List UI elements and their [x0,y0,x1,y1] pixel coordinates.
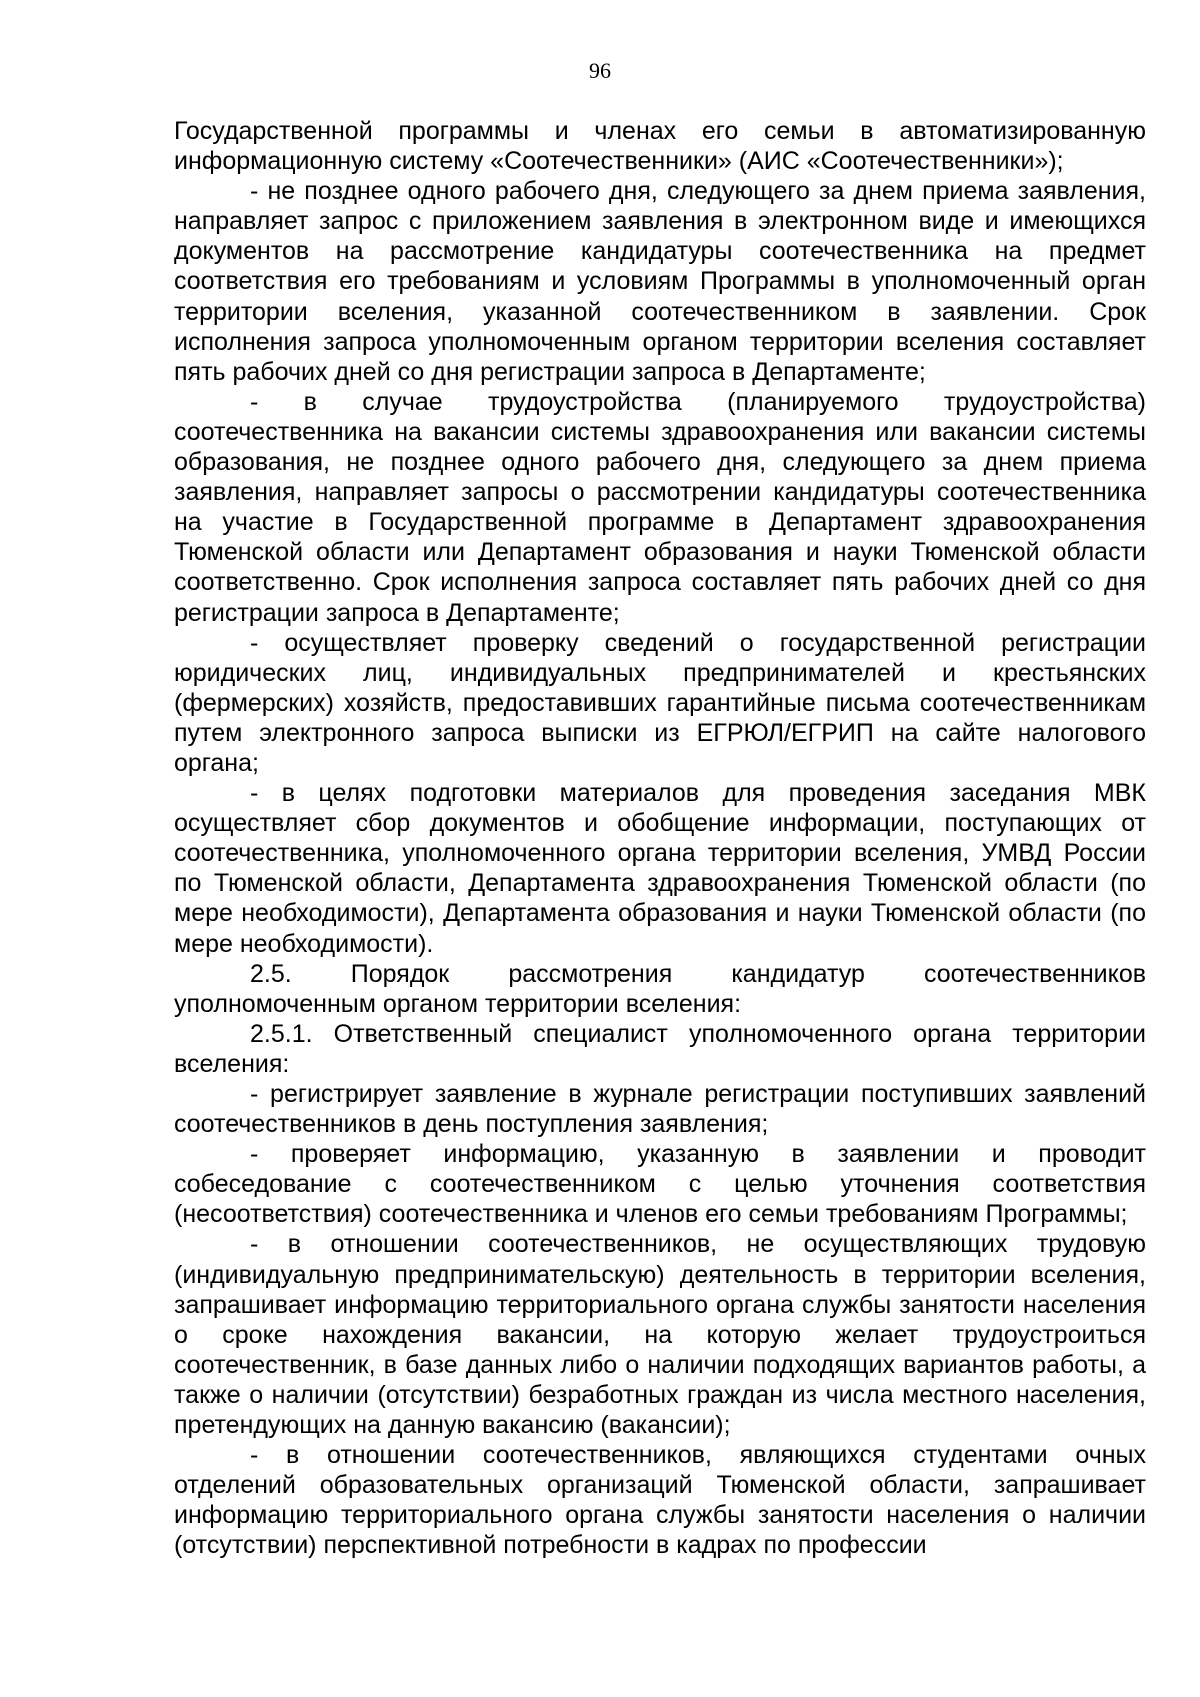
paragraph: Государственной программы и членах его семьи в автоматизированную информационную систему «Соотечественники» (АИС «Соотечественники»); [174,117,1146,176]
paragraph: - проверяет информацию, указанную в заявлении и проводит собеседование с соотечественником с целью уточнения соответствия (несоответствия) соотечественника и членов его семьи требованиям Программы; [174,1140,1146,1229]
paragraph: - в отношении соотечественников, являющихся студентами очных отделений образовательных организаций Тюменской области, запрашивает информацию территориального органа службы занятости населения о наличии (отсутствии) перспективной потребности в кадрах по профессии [174,1441,1146,1560]
paragraph: - в случае трудоустройства (планируемого трудоустройства) соотечественника на вакансии системы здравоохранения или вакансии системы образования, не позднее одного рабочего дня, следующего за днем приема заявления, направляет запросы о рассмотрении кандидатуры соотечественника на участие в Государственной программе в Департамент здравоохранения Тюменской области или Департамент образования и науки Тюменской области соответственно. Срок исполнения запроса составляет пять рабочих дней со дня регистрации запроса в Департаменте; [174,387,1146,627]
paragraph: 2.5. Порядок рассмотрения кандидатур соотечественников уполномоченным органом территории вселения: [174,959,1146,1018]
paragraph: - не позднее одного рабочего дня, следующего за днем приема заявления, направляет запрос с приложением заявления в электронном виде и имеющихся документов на рассмотрение кандидатуры соотечественника на предмет соответствия его требованиям и условиям Программы в уполномоченный орган территории вселения, указанной соотечественником в заявлении. Срок исполнения запроса уполномоченным органом территории вселения составляет пять рабочих дней со дня регистрации запроса в Департаменте; [174,177,1146,386]
paragraph: - регистрирует заявление в журнале регистрации поступивших заявлений соотечественников в день поступления заявления; [174,1080,1146,1139]
paragraph: - в отношении соотечественников, не осуществляющих трудовую (индивидуальную предпринимательскую) деятельность в территории вселения, запрашивает информацию территориального органа службы занятости населения о сроке нахождения вакансии, на которую желает трудоустроиться соотечественник, в базе данных либо о наличии подходящих вариантов работы, а также о наличии (отсутствии) безработных граждан из числа местного населения, претендующих на данную вакансию (вакансии); [174,1230,1146,1440]
paragraph: - в целях подготовки материалов для проведения заседания МВК осуществляет сбор документов и обобщение информации, поступающих от соотечественника, уполномоченного органа территории вселения, УМВД России по Тюменской области, Департамента здравоохранения Тюменской области (по мере необходимости), Департамента образования и науки Тюменской области (по мере необходимости). [174,779,1146,958]
paragraph: - осуществляет проверку сведений о государственной регистрации юридических лиц, индивидуальных предпринимателей и крестьянских (фермерских) хозяйств, предоставивших гарантийные письма соотечественникам путем электронного запроса выписки из ЕГРЮЛ/ЕГРИП на сайте налогового органа; [174,628,1146,777]
paragraph: 2.5.1. Ответственный специалист уполномоченного органа территории вселения: [174,1019,1146,1078]
document-body [174,116,1146,1561]
page-number: 96 [589,58,611,83]
